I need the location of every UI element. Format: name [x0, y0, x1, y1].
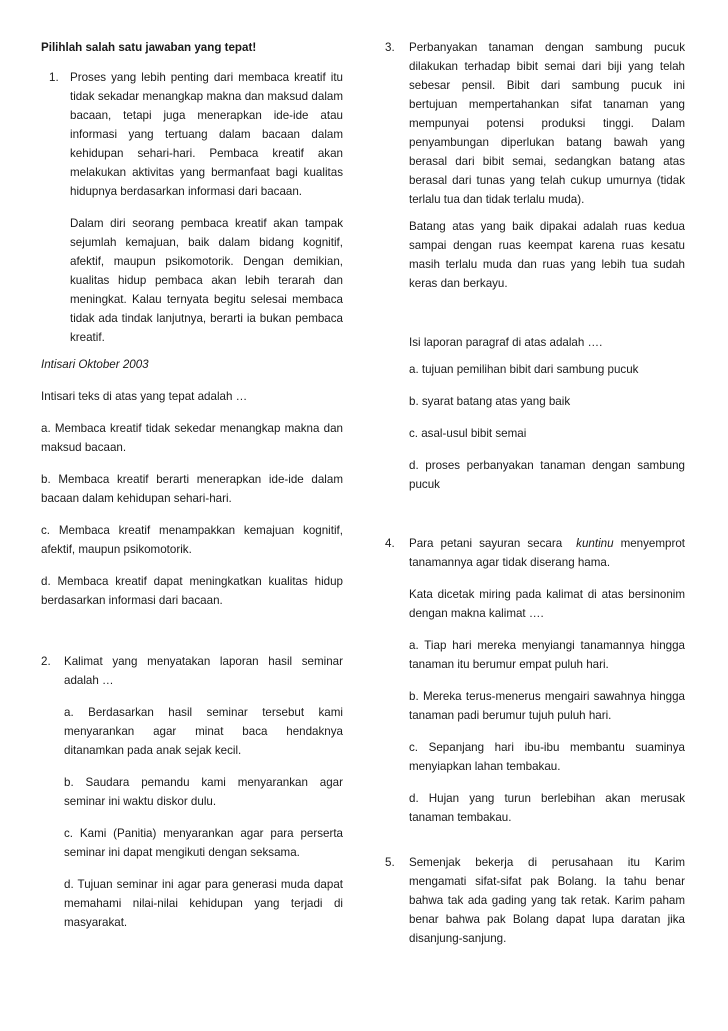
question-1-paragraph-1: Proses yang lebih penting dari membaca kreatif itu tidak sekadar menangkap makna dan maksud dalam bacaan, tetapi juga menerapkan ide-ide atau informasi yang tertuang dalam bacaan dalam kehidupan sehari-hari. Pembaca kreatif akan melakukan aktivitas yang bermanfaat bagi kualitas hidupnya berdasarkan informasi dari bacaan.: [70, 71, 343, 198]
question-4-prompt: Kata dicetak miring pada kalimat di atas bersinonim dengan makna kalimat ….: [409, 588, 685, 620]
question-3: [385, 38, 685, 494]
question-4: [385, 534, 685, 827]
question-3-paragraph-1: Perbanyakan tanaman dengan sambung pucuk dilakukan terhadap bibit semai dari biji yang telah sebesar pensil. Bibit dari sambung pucuk ini bertujuan mempertahankan sifat tanaman yang mempunyai potensi produksi tinggi. Dalam penyambungan diperlukan batang bawah yang berasal dari bibit semai, sedangkan batang atas berasal dari tunas yang telah cukup umurnya (tidak terlalu tua dan tidak terlalu muda).: [409, 41, 685, 206]
question-2-option-d[interactable]: d. Tujuan seminar ini agar para generasi muda dapat memahami nilai-nilai kehidupan yang terjadi di masyarakat.: [64, 878, 343, 929]
question-5-number: 5.: [385, 856, 395, 869]
question-1-option-d[interactable]: d. Membaca kreatif dapat meningkatkan kualitas hidup berdasarkan informasi dari bacaan.: [41, 575, 343, 607]
question-4-sentence-start: Para petani sayuran secara: [409, 537, 577, 550]
question-3-number: 3.: [385, 41, 395, 54]
question-3-paragraph-2: Batang atas yang baik dipakai adalah ruas kedua sampai dengan ruas keempat karena ruas kesatu masih terlalu muda dan ruas yang lebih tua sudah keras dan berkayu.: [409, 220, 685, 290]
source-citation: Intisari Oktober 2003: [41, 358, 149, 371]
question-4-italic-word: kuntinu: [576, 537, 614, 550]
question-1-option-c[interactable]: c. Membaca kreatif menampakkan kemajuan kognitif, afektif, maupun psikomotorik.: [41, 524, 343, 556]
question-5-paragraph-1: Semenjak bekerja di perusahaan itu Karim mengamati sifat-sifat pak Bolang. Ia tahu benar bahwa tak ada gading yang tak retak. Karim paham benar bahwa pak Bolang dapat lupa daratan jika disanjung-sanjung.: [409, 856, 685, 945]
question-1-prompt: Intisari teks di atas yang tepat adalah …: [41, 390, 248, 403]
question-4-option-d[interactable]: d. Hujan yang turun berlebihan akan merusak tanaman tembakau.: [409, 792, 685, 824]
question-5: [385, 853, 685, 948]
right-column: [385, 38, 685, 948]
question-1-option-b[interactable]: b. Membaca kreatif berarti menerapkan ide-ide dalam bacaan dalam kehidupan sehari-hari.: [41, 473, 343, 505]
question-2-option-c[interactable]: c. Kami (Panitia) menyarankan agar para perserta seminar ini dapat mengikuti dengan seksama.: [64, 827, 343, 859]
question-4-sentence-end: menyemprot tanamannya agar tidak diserang hama.: [409, 537, 686, 569]
question-4-option-b[interactable]: b. Mereka terus-menerus mengairi sawahnya hingga tanaman padi berumur tujuh puluh hari.: [409, 690, 685, 722]
question-3-option-a[interactable]: a. tujuan pemilihan bibit dari sambung pucuk: [409, 363, 639, 376]
question-3-option-d[interactable]: d. proses perbanyakan tanaman dengan sambung pucuk: [409, 459, 685, 491]
left-column: [41, 38, 343, 932]
question-3-prompt: Isi laporan paragraf di atas adalah ….: [409, 336, 603, 349]
question-4-sentence: [409, 534, 685, 572]
question-3-option-c[interactable]: c. asal-usul bibit semai: [409, 427, 527, 440]
question-2-option-b[interactable]: b. Saudara pemandu kami menyarankan agar seminar ini waktu diskor dulu.: [64, 776, 343, 808]
question-2-prompt: Kalimat yang menyatakan laporan hasil seminar adalah …: [64, 655, 343, 687]
question-1: [41, 68, 343, 347]
question-4-number: 4.: [385, 537, 395, 550]
instruction: Pilihlah salah satu jawaban yang tepat!: [41, 41, 257, 54]
question-1-option-a[interactable]: a. Membaca kreatif tidak sekedar menangkap makna dan maksud bacaan.: [41, 422, 343, 454]
question-4-option-c[interactable]: c. Sepanjang hari ibu-ibu membantu suaminya menyiapkan lahan tembakau.: [409, 741, 685, 773]
question-1-number: 1.: [49, 71, 59, 84]
question-3-option-b[interactable]: b. syarat batang atas yang baik: [409, 395, 571, 408]
question-2-option-a[interactable]: a. Berdasarkan hasil seminar tersebut kami menyarankan agar minat baca hendaknya ditanamkan pada anak sejak kecil.: [64, 706, 343, 757]
question-4-option-a[interactable]: a. Tiap hari mereka menyiangi tanamannya hingga tanaman itu berumur empat puluh hari.: [409, 639, 685, 671]
question-1-paragraph-2: Dalam diri seorang pembaca kreatif akan tampak sejumlah kemajuan, baik dalam bidang kognitif, afektif, maupun psikomotorik. Dengan demikian, kualitas hidup pembaca akan lebih terarah dan meningkat. Kalau ternyata begitu selesai membaca tidak ada tindak lanjutnya, berarti ia bukan pembaca kreatif.: [70, 217, 343, 344]
question-2: [41, 652, 343, 932]
question-2-number: 2.: [41, 655, 51, 668]
